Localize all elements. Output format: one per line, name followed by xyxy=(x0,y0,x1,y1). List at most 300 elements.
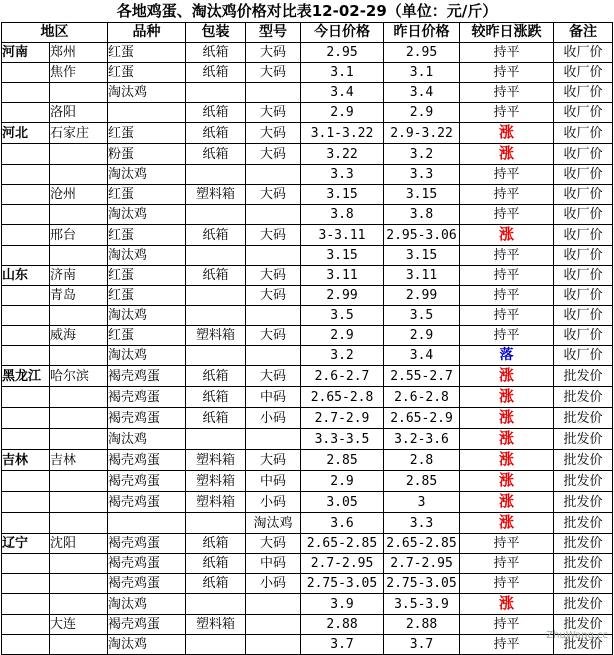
packaging-cell: 纸箱 xyxy=(186,408,246,429)
remark-cell: 收厂价 xyxy=(554,165,613,185)
yesterday-price-cell: 3.2 xyxy=(384,144,460,165)
change-cell xyxy=(460,450,554,471)
province-cell xyxy=(2,471,50,492)
header-size: 型号 xyxy=(246,23,301,43)
province-cell: 河南 xyxy=(2,43,50,63)
city-cell: 吉林 xyxy=(50,450,108,471)
change-up-mark: 涨 xyxy=(498,144,514,162)
size-cell: 大码 xyxy=(246,366,301,387)
change-cell xyxy=(460,103,554,123)
yesterday-price-cell: 2.95 xyxy=(384,43,460,63)
variety-cell: 褐壳鸡蛋 xyxy=(108,408,186,429)
table-row xyxy=(2,185,613,205)
province-cell xyxy=(2,554,50,574)
size-cell: 中码 xyxy=(246,554,301,574)
packaging-cell: 纸箱 xyxy=(186,574,246,594)
change-up-mark: 涨 xyxy=(498,513,514,531)
packaging-cell: 塑料箱 xyxy=(186,471,246,492)
size-cell: 大码 xyxy=(246,144,301,165)
remark-cell: 批发价 xyxy=(554,513,613,534)
remark-cell: 批发价 xyxy=(554,574,613,594)
table-row xyxy=(2,471,613,492)
table-row xyxy=(2,165,613,185)
variety-cell: 淘汰鸡 xyxy=(108,429,186,450)
variety-cell: 淘汰鸡 xyxy=(108,635,186,655)
today-price-cell: 3-3.11 xyxy=(301,225,384,246)
change-flat-text: 持平 xyxy=(493,268,520,283)
size-cell: 大码 xyxy=(246,103,301,123)
size-cell: 大码 xyxy=(246,534,301,554)
change-cell xyxy=(460,594,554,615)
today-price-cell: 2.7-2.95 xyxy=(301,554,384,574)
header-variety: 品种 xyxy=(108,23,186,43)
table-row xyxy=(2,266,613,286)
yesterday-price-cell: 2.88 xyxy=(384,615,460,635)
city-cell xyxy=(50,635,108,655)
province-cell xyxy=(2,144,50,165)
variety-cell: 淘汰鸡 xyxy=(108,246,186,266)
size-cell: 大码 xyxy=(246,185,301,205)
yesterday-price-cell: 2.9 xyxy=(384,103,460,123)
packaging-cell: 纸箱 xyxy=(186,366,246,387)
packaging-cell: 塑料箱 xyxy=(186,326,246,346)
variety-cell: 粉蛋 xyxy=(108,144,186,165)
table-row xyxy=(2,123,613,144)
size-cell: 大码 xyxy=(246,43,301,63)
change-cell xyxy=(460,63,554,83)
today-price-cell: 3.2 xyxy=(301,346,384,366)
yesterday-price-cell: 2.99 xyxy=(384,286,460,306)
remark-cell: 批发价 xyxy=(554,492,613,513)
remark-cell: 批发价 xyxy=(554,471,613,492)
change-cell xyxy=(460,554,554,574)
table-row xyxy=(2,492,613,513)
today-price-cell: 2.7-2.9 xyxy=(301,408,384,429)
today-price-cell: 3.6 xyxy=(301,513,384,534)
yesterday-price-cell: 3.11 xyxy=(384,266,460,286)
province-cell xyxy=(2,63,50,83)
change-flat-text: 持平 xyxy=(493,308,520,323)
variety-cell: 褐壳鸡蛋 xyxy=(108,450,186,471)
province-cell xyxy=(2,615,50,635)
province-cell xyxy=(2,103,50,123)
remark-cell: 收厂价 xyxy=(554,43,613,63)
province-cell xyxy=(2,387,50,408)
city-cell: 大连 xyxy=(50,615,108,635)
change-flat-text: 持平 xyxy=(493,248,520,263)
change-cell xyxy=(460,266,554,286)
table-row xyxy=(2,554,613,574)
yesterday-price-cell: 3.4 xyxy=(384,346,460,366)
packaging-cell xyxy=(186,246,246,266)
variety-cell: 淘汰鸡 xyxy=(108,346,186,366)
today-price-cell: 3.9 xyxy=(301,594,384,615)
remark-cell: 收厂价 xyxy=(554,326,613,346)
size-cell xyxy=(246,246,301,266)
remark-cell: 收厂价 xyxy=(554,246,613,266)
today-price-cell: 2.65-2.85 xyxy=(301,534,384,554)
variety-cell: 红蛋 xyxy=(108,123,186,144)
packaging-cell xyxy=(186,205,246,225)
remark-cell: 批发价 xyxy=(554,387,613,408)
packaging-cell: 纸箱 xyxy=(186,43,246,63)
header-row xyxy=(2,23,613,43)
header-yesterday-price: 昨日价格 xyxy=(384,23,460,43)
variety-cell: 红蛋 xyxy=(108,43,186,63)
yesterday-price-cell: 2.55-2.7 xyxy=(384,366,460,387)
packaging-cell: 纸箱 xyxy=(186,225,246,246)
change-cell xyxy=(460,346,554,366)
variety-cell: 褐壳鸡蛋 xyxy=(108,492,186,513)
remark-cell: 批发价 xyxy=(554,408,613,429)
province-cell xyxy=(2,635,50,655)
size-cell: 淘汰鸡 xyxy=(246,513,301,534)
change-cell xyxy=(460,123,554,144)
yesterday-price-cell: 2.85 xyxy=(384,471,460,492)
remark-cell: 批发价 xyxy=(554,635,613,655)
table-row xyxy=(2,594,613,615)
yesterday-price-cell: 3.2-3.6 xyxy=(384,429,460,450)
header-remark: 备注 xyxy=(554,23,613,43)
change-cell xyxy=(460,366,554,387)
table-row xyxy=(2,513,613,534)
size-cell: 大码 xyxy=(246,123,301,144)
city-cell: 沧州 xyxy=(50,185,108,205)
change-flat-text: 持平 xyxy=(493,328,520,343)
city-cell xyxy=(50,83,108,103)
header-change: 较昨日涨跌 xyxy=(460,23,554,43)
table-row xyxy=(2,387,613,408)
change-cell xyxy=(460,225,554,246)
change-cell xyxy=(460,387,554,408)
table-title: 各地鸡蛋、淘汰鸡价格对比表12-02-29（单位：元/斤） xyxy=(116,2,498,20)
remark-cell: 收厂价 xyxy=(554,63,613,83)
size-cell xyxy=(246,83,301,103)
watermark: ZhuWang.cc xyxy=(546,630,608,641)
change-cell xyxy=(460,615,554,635)
variety-cell: 红蛋 xyxy=(108,326,186,346)
yesterday-price-cell: 3.7 xyxy=(384,635,460,655)
city-cell: 青岛 xyxy=(50,286,108,306)
province-cell xyxy=(2,513,50,534)
remark-cell: 收厂价 xyxy=(554,225,613,246)
today-price-cell: 3.7 xyxy=(301,635,384,655)
change-cell xyxy=(460,306,554,326)
table-row xyxy=(2,635,613,655)
today-price-cell: 2.85 xyxy=(301,450,384,471)
today-price-cell: 3.5 xyxy=(301,306,384,326)
today-price-cell: 2.65-2.8 xyxy=(301,387,384,408)
change-flat-text: 持平 xyxy=(493,85,520,100)
table-row xyxy=(2,63,613,83)
city-cell xyxy=(50,144,108,165)
city-cell xyxy=(50,554,108,574)
table-row xyxy=(2,83,613,103)
yesterday-price-cell: 3.5 xyxy=(384,306,460,326)
table-row xyxy=(2,366,613,387)
size-cell xyxy=(246,205,301,225)
province-cell xyxy=(2,492,50,513)
province-cell xyxy=(2,165,50,185)
city-cell xyxy=(50,429,108,450)
size-cell: 大码 xyxy=(246,450,301,471)
table-row xyxy=(2,43,613,63)
change-cell xyxy=(460,83,554,103)
remark-cell: 批发价 xyxy=(554,534,613,554)
table-row xyxy=(2,574,613,594)
variety-cell: 褐壳鸡蛋 xyxy=(108,534,186,554)
today-price-cell: 3.05 xyxy=(301,492,384,513)
size-cell: 小码 xyxy=(246,408,301,429)
change-up-mark: 涨 xyxy=(498,366,514,384)
variety-cell: 淘汰鸡 xyxy=(108,205,186,225)
yesterday-price-cell: 2.65-2.9 xyxy=(384,408,460,429)
variety-cell: 褐壳鸡蛋 xyxy=(108,471,186,492)
packaging-cell: 纸箱 xyxy=(186,554,246,574)
change-flat-text: 持平 xyxy=(493,556,520,571)
today-price-cell: 2.9 xyxy=(301,326,384,346)
size-cell xyxy=(246,346,301,366)
change-up-mark: 涨 xyxy=(498,471,514,489)
province-cell xyxy=(2,185,50,205)
yesterday-price-cell: 2.75-3.05 xyxy=(384,574,460,594)
variety-cell: 淘汰鸡 xyxy=(108,306,186,326)
remark-cell: 收厂价 xyxy=(554,286,613,306)
change-cell xyxy=(460,492,554,513)
today-price-cell: 2.9 xyxy=(301,103,384,123)
today-price-cell: 3.1 xyxy=(301,63,384,83)
province-cell xyxy=(2,83,50,103)
yesterday-price-cell: 2.65-2.85 xyxy=(384,534,460,554)
change-down-mark: 落 xyxy=(499,347,514,363)
province-cell xyxy=(2,574,50,594)
variety-cell: 褐壳鸡蛋 xyxy=(108,574,186,594)
city-cell: 哈尔滨 xyxy=(50,366,108,387)
today-price-cell: 3.15 xyxy=(301,185,384,205)
change-up-mark: 涨 xyxy=(498,123,514,141)
price-table xyxy=(1,22,613,655)
remark-cell: 批发价 xyxy=(554,615,613,635)
remark-cell: 批发价 xyxy=(554,366,613,387)
yesterday-price-cell: 2.8 xyxy=(384,450,460,471)
today-price-cell: 2.9 xyxy=(301,471,384,492)
size-cell xyxy=(246,615,301,635)
size-cell xyxy=(246,306,301,326)
packaging-cell xyxy=(186,594,246,615)
change-flat-text: 持平 xyxy=(493,207,520,222)
variety-cell: 褐壳鸡蛋 xyxy=(108,615,186,635)
change-flat-text: 持平 xyxy=(493,105,520,120)
city-cell: 石家庄 xyxy=(50,123,108,144)
change-up-mark: 涨 xyxy=(498,450,514,468)
today-price-cell: 2.95 xyxy=(301,43,384,63)
remark-cell: 批发价 xyxy=(554,594,613,615)
table-row xyxy=(2,103,613,123)
variety-cell: 红蛋 xyxy=(108,63,186,83)
today-price-cell: 3.3-3.5 xyxy=(301,429,384,450)
change-flat-text: 持平 xyxy=(493,45,520,60)
yesterday-price-cell: 3.3 xyxy=(384,513,460,534)
table-row xyxy=(2,429,613,450)
change-up-mark: 涨 xyxy=(498,594,514,612)
change-up-mark: 涨 xyxy=(498,492,514,510)
change-cell xyxy=(460,165,554,185)
table-row xyxy=(2,408,613,429)
packaging-cell xyxy=(186,513,246,534)
packaging-cell: 纸箱 xyxy=(186,63,246,83)
city-cell: 洛阳 xyxy=(50,103,108,123)
remark-cell: 批发价 xyxy=(554,554,613,574)
province-cell: 黑龙江 xyxy=(2,366,50,387)
city-cell xyxy=(50,492,108,513)
change-up-mark: 涨 xyxy=(498,387,514,405)
change-flat-text: 持平 xyxy=(493,65,520,80)
size-cell: 大码 xyxy=(246,266,301,286)
province-cell xyxy=(2,594,50,615)
change-up-mark: 涨 xyxy=(498,408,514,426)
variety-cell xyxy=(108,513,186,534)
change-cell xyxy=(460,286,554,306)
change-flat-text: 持平 xyxy=(493,617,520,632)
packaging-cell: 纸箱 xyxy=(186,387,246,408)
change-flat-text: 持平 xyxy=(493,167,520,182)
size-cell: 小码 xyxy=(246,492,301,513)
change-flat-text: 持平 xyxy=(493,187,520,202)
table-row xyxy=(2,450,613,471)
today-price-cell: 3.3 xyxy=(301,165,384,185)
change-cell xyxy=(460,144,554,165)
city-cell xyxy=(50,387,108,408)
city-cell xyxy=(50,594,108,615)
packaging-cell: 纸箱 xyxy=(186,266,246,286)
remark-cell: 收厂价 xyxy=(554,266,613,286)
packaging-cell: 纸箱 xyxy=(186,123,246,144)
city-cell: 邢台 xyxy=(50,225,108,246)
change-cell xyxy=(460,635,554,655)
province-cell: 辽宁 xyxy=(2,534,50,554)
table-row xyxy=(2,306,613,326)
yesterday-price-cell: 3.4 xyxy=(384,83,460,103)
city-cell xyxy=(50,246,108,266)
yesterday-price-cell: 2.9-3.22 xyxy=(384,123,460,144)
today-price-cell: 2.99 xyxy=(301,286,384,306)
yesterday-price-cell: 3.3 xyxy=(384,165,460,185)
change-flat-text: 持平 xyxy=(493,536,520,551)
packaging-cell: 纸箱 xyxy=(186,144,246,165)
table-row xyxy=(2,615,613,635)
change-cell xyxy=(460,471,554,492)
packaging-cell xyxy=(186,165,246,185)
province-cell: 吉林 xyxy=(2,450,50,471)
size-cell xyxy=(246,429,301,450)
today-price-cell: 3.8 xyxy=(301,205,384,225)
change-up-mark: 涨 xyxy=(498,225,514,243)
city-cell: 济南 xyxy=(50,266,108,286)
city-cell: 沈阳 xyxy=(50,534,108,554)
packaging-cell xyxy=(186,286,246,306)
province-cell: 河北 xyxy=(2,123,50,144)
remark-cell: 收厂价 xyxy=(554,185,613,205)
size-cell: 大码 xyxy=(246,63,301,83)
table-row xyxy=(2,326,613,346)
change-cell xyxy=(460,574,554,594)
yesterday-price-cell: 3.15 xyxy=(384,185,460,205)
change-cell xyxy=(460,43,554,63)
change-flat-text: 持平 xyxy=(493,637,520,652)
variety-cell: 红蛋 xyxy=(108,225,186,246)
today-price-cell: 3.11 xyxy=(301,266,384,286)
remark-cell: 批发价 xyxy=(554,450,613,471)
header-region: 地区 xyxy=(2,23,108,43)
size-cell: 大码 xyxy=(246,225,301,246)
packaging-cell xyxy=(186,306,246,326)
yesterday-price-cell: 2.9 xyxy=(384,326,460,346)
variety-cell: 褐壳鸡蛋 xyxy=(108,387,186,408)
province-cell xyxy=(2,408,50,429)
variety-cell xyxy=(108,103,186,123)
remark-cell: 收厂价 xyxy=(554,123,613,144)
packaging-cell: 纸箱 xyxy=(186,534,246,554)
yesterday-price-cell: 3 xyxy=(384,492,460,513)
size-cell: 小码 xyxy=(246,574,301,594)
today-price-cell: 3.1-3.22 xyxy=(301,123,384,144)
remark-cell: 收厂价 xyxy=(554,103,613,123)
city-cell: 焦作 xyxy=(50,63,108,83)
variety-cell: 淘汰鸡 xyxy=(108,594,186,615)
change-up-mark: 涨 xyxy=(498,429,514,447)
size-cell xyxy=(246,594,301,615)
city-cell xyxy=(50,205,108,225)
city-cell xyxy=(50,408,108,429)
size-cell: 中码 xyxy=(246,387,301,408)
change-flat-text: 持平 xyxy=(493,576,520,591)
variety-cell: 红蛋 xyxy=(108,266,186,286)
variety-cell: 红蛋 xyxy=(108,185,186,205)
size-cell xyxy=(246,635,301,655)
province-cell xyxy=(2,429,50,450)
city-cell xyxy=(50,471,108,492)
today-price-cell: 3.4 xyxy=(301,83,384,103)
variety-cell: 淘汰鸡 xyxy=(108,165,186,185)
packaging-cell xyxy=(186,346,246,366)
remark-cell: 批发价 xyxy=(554,429,613,450)
variety-cell: 红蛋 xyxy=(108,286,186,306)
variety-cell: 褐壳鸡蛋 xyxy=(108,366,186,387)
province-cell xyxy=(2,246,50,266)
packaging-cell: 塑料箱 xyxy=(186,450,246,471)
province-cell xyxy=(2,205,50,225)
change-cell xyxy=(460,429,554,450)
packaging-cell xyxy=(186,635,246,655)
packaging-cell: 纸箱 xyxy=(186,103,246,123)
remark-cell: 收厂价 xyxy=(554,144,613,165)
table-row xyxy=(2,346,613,366)
province-cell xyxy=(2,306,50,326)
province-cell: 山东 xyxy=(2,266,50,286)
yesterday-price-cell: 3.5-3.9 xyxy=(384,594,460,615)
today-price-cell: 3.22 xyxy=(301,144,384,165)
yesterday-price-cell: 3.8 xyxy=(384,205,460,225)
city-cell xyxy=(50,574,108,594)
size-cell xyxy=(246,165,301,185)
city-cell xyxy=(50,165,108,185)
packaging-cell: 塑料箱 xyxy=(186,615,246,635)
packaging-cell: 塑料箱 xyxy=(186,185,246,205)
size-cell: 大码 xyxy=(246,326,301,346)
province-cell xyxy=(2,346,50,366)
size-cell: 大码 xyxy=(246,286,301,306)
today-price-cell: 3.15 xyxy=(301,246,384,266)
